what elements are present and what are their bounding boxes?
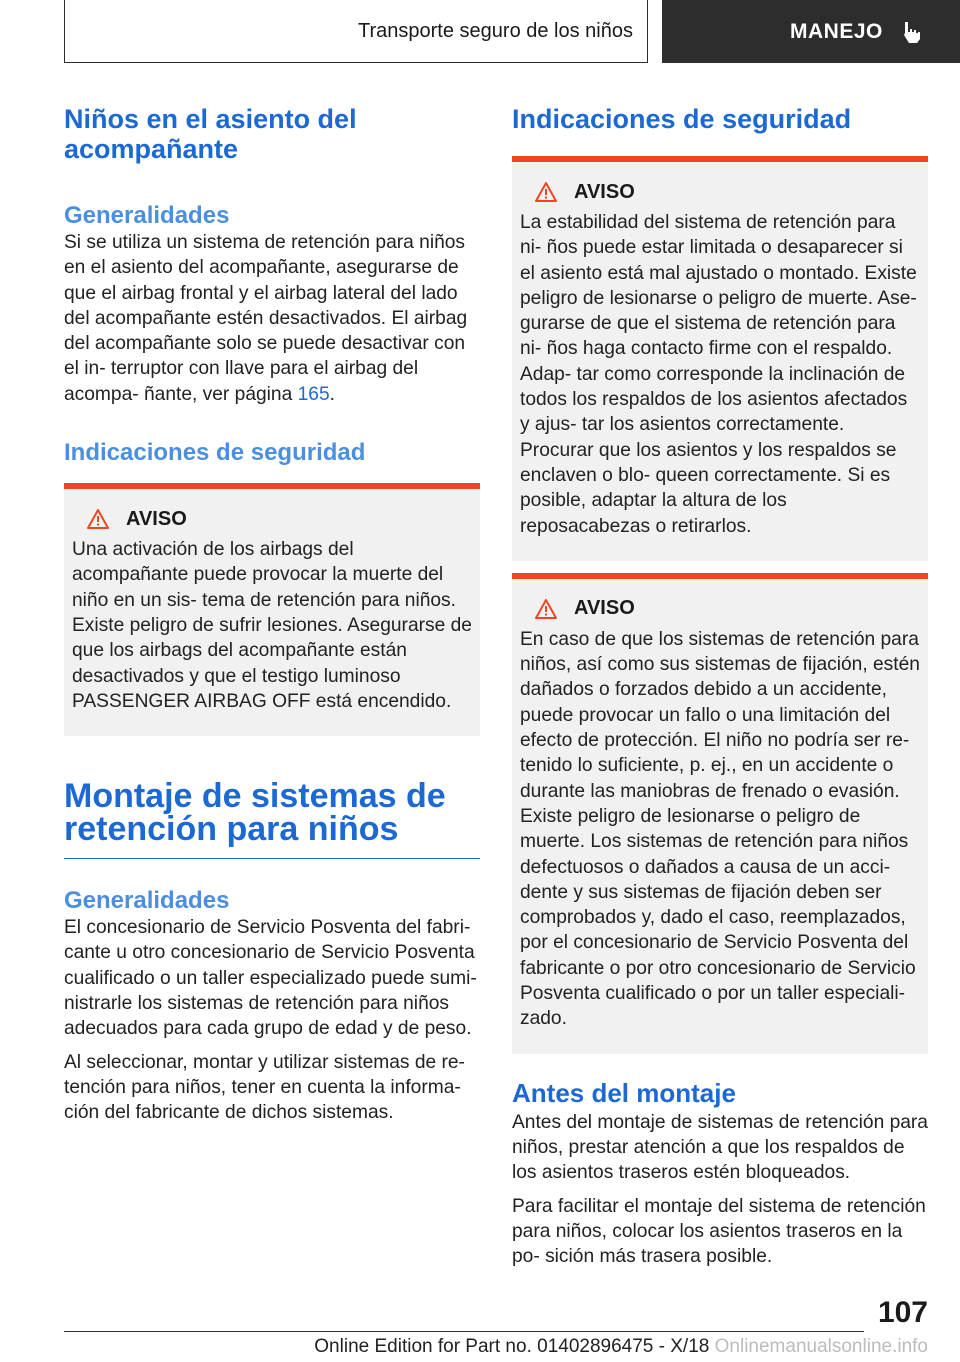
edition-text: Online Edition for Part no. 01402896475 - X/18 [314, 1336, 710, 1357]
left-column [64, 104, 480, 1126]
warning-triangle-icon [534, 598, 558, 620]
watermark-text: Onlinemanualsonline.info [714, 1336, 928, 1357]
section-tab-label: MANEJO [790, 19, 883, 43]
chapter-divider [64, 858, 480, 859]
warning-label: AVISO [574, 597, 635, 620]
footer [64, 1336, 928, 1358]
warning-label: AVISO [126, 507, 187, 530]
hand-pointer-icon [901, 20, 923, 44]
subheading-safety: Indicaciones de seguridad [64, 439, 366, 467]
section-title-passenger-seat: Niños en el asiento del acompañante [64, 104, 357, 164]
warning-text: La estabilidad del sistema de retención para ni‐ ños puede estar limitada o desaparecer si el asiento está mal ajustado o montado. Existe peligro de lesionarse o peligro de muerte. Ase‐ gurarse de que el sistema de retención para ni‐ ños haga contacto firme con el respaldo. Adap‐ tar como corresponde la inclinación de todos los respaldos de los asientos afectados y ajus‐ tar los asientos correctamente. Procurar que los asientos y los respaldos se enclaven o blo‐ queen correctamente. Si es posible, adaptar la altura de los reposacabezas o retirarlos. [520, 212, 917, 537]
before-paragraph-2: Para facilitar el montaje del sistema de retención para niños, colocar los asientos traseros en la po‐ sición más trasera posible. [512, 1195, 926, 1268]
general-text: Si se utiliza un sistema de retención para niños en el asiento del acompañante, asegurarse de que el airbag frontal y el airbag lateral del lado del acompañante estén desactivados. El airbag del acompañante solo se puede desactivar con el in‐ terruptor con llave para el airbag del acompa‐ ñante, ver página [64, 232, 468, 405]
mount-paragraph-1: El concesionario de Servicio Posventa del fabri‐ cante u otro concesionario de Servicio Posventa cualificado o un taller especializado puede sumi‐ nistrarle los sistemas de retención para niños adecuados para cada grupo de edad y de peso. [64, 917, 477, 1040]
warning-header [520, 595, 920, 623]
warning-text: Una activación de los airbags del acompañante puede provocar la muerte del niño en un sis‐ tema de retención para niños. Existe peligro de sufrir lesiones. Asegurarse de que los airbags del acompañante están desactivados y que el testigo luminoso PASSENGER AIRBAG OFF está encendido. [72, 539, 472, 712]
warning-box [64, 483, 480, 736]
chapter-title: Montaje de sistemas de retención para niños [64, 777, 446, 849]
general-text-end: . [329, 383, 335, 405]
warning-box-damage [512, 573, 928, 1054]
before-paragraph-1: Antes del montaje de sistemas de retención para niños, prestar atención a que los respaldos de los asientos traseros estén bloqueados. [512, 1111, 928, 1184]
section-tab [662, 0, 960, 63]
subheading-before-mounting: Antes del montaje [512, 1077, 736, 1108]
mount-paragraph-2: Al seleccionar, montar y utilizar sistemas de re‐ tención para niños, tener en cuenta la informa‐ ción del fabricante de dichos sistemas. [64, 1051, 465, 1124]
chapter-tab-label: Transporte seguro de los niños [358, 19, 633, 42]
subheading-general: Generalidades [64, 202, 230, 229]
page-number: 107 [877, 1296, 928, 1329]
section-title-safety: Indicaciones de seguridad [512, 104, 852, 134]
warning-header [72, 505, 472, 533]
page-link[interactable]: 165 [297, 383, 330, 405]
warning-label: AVISO [574, 180, 635, 203]
warning-header [520, 178, 920, 206]
subheading-mount-general: Generalidades [64, 887, 230, 915]
warning-box-stability [512, 156, 928, 561]
right-column [512, 104, 928, 1269]
warning-text: En caso de que los sistemas de retención para niños, así como sus sistemas de fijación, estén dañados o forzados debido a un accidente, puede provocar un fallo o una limitación del efecto de protección. El niño no podría ser re‐ tenido lo suficiente, p. ej., en un accidente o durante las maniobras de frenado o evasión. Existe peligro de lesionarse o peligro de muerte. Los sistemas de retención para niños defectuosos o dañados a causa de un acci‐ dente y sus sistemas de fijación deben ser comprobados y, dado el caso, reemplazados, por el concesionario de Servicio Posventa del fabricante o por otro concesionario de Servicio Posventa cualificado o por un taller especiali‐ zado. [520, 628, 920, 1030]
warning-triangle-icon [534, 181, 558, 203]
chapter-tab [64, 0, 648, 63]
footer-divider [64, 1331, 864, 1332]
general-paragraph [64, 230, 480, 407]
warning-triangle-icon [86, 508, 110, 530]
